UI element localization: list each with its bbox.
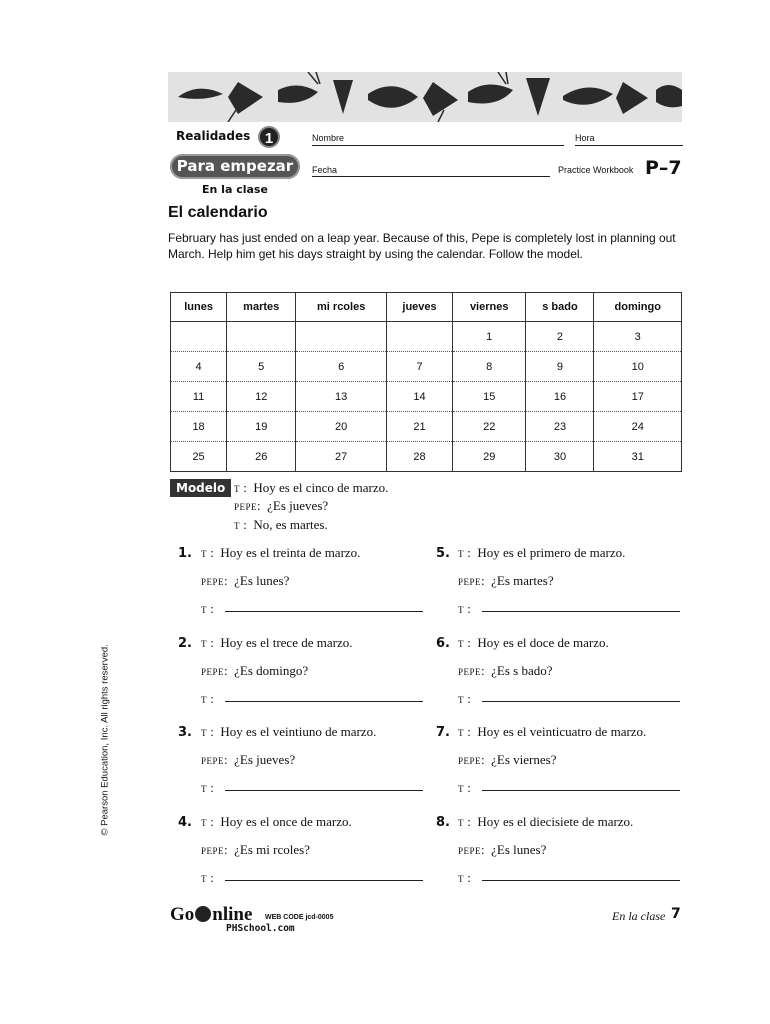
speaker-t: T bbox=[201, 818, 207, 828]
day-header: lunes bbox=[171, 293, 227, 322]
exercise-t-text: Hoy es el veinticuatro de marzo. bbox=[477, 724, 647, 739]
exercise-number: 4. bbox=[178, 815, 192, 830]
speaker-t: T bbox=[201, 728, 207, 738]
exercise-2 bbox=[178, 634, 192, 652]
day-header: domingo bbox=[594, 293, 682, 322]
workbook-code: P–7 bbox=[645, 157, 682, 179]
exercise-number: 3. bbox=[178, 725, 192, 740]
web-code: WEB CODE jcd-0005 bbox=[265, 914, 334, 921]
exercise-5 bbox=[436, 544, 450, 562]
day-header: martes bbox=[227, 293, 296, 322]
exercise-pepe-text: ¿Es mi rcoles? bbox=[234, 842, 310, 857]
calendar-day-cell: 6 bbox=[296, 352, 387, 382]
speaker-t: T bbox=[458, 818, 464, 828]
modelo-line-3: T : No, es martes. bbox=[234, 517, 328, 532]
speaker-t: T bbox=[458, 605, 464, 615]
nombre-label: Nombre bbox=[312, 133, 345, 143]
exercise-7 bbox=[436, 723, 450, 741]
exercise-8-answer-label: T : bbox=[458, 870, 471, 885]
exercise-7-pepe: PEPE: ¿Es viernes? bbox=[458, 752, 557, 767]
speaker-pepe: PEPE bbox=[201, 577, 225, 587]
exercise-2-answer-label: T : bbox=[201, 691, 214, 706]
exercise-3-answer-label: T : bbox=[201, 780, 214, 795]
globe-icon bbox=[195, 906, 211, 922]
calendar-day-cell: 17 bbox=[594, 382, 682, 412]
speaker-pepe: PEPE bbox=[458, 667, 482, 677]
answer-field-1[interactable] bbox=[225, 599, 423, 612]
exercise-3 bbox=[178, 723, 192, 741]
calendar-day-cell bbox=[171, 322, 227, 352]
speaker-pepe: PEPE bbox=[458, 756, 482, 766]
exercise-pepe-text: ¿Es lunes? bbox=[234, 573, 290, 588]
calendar-day-cell: 15 bbox=[452, 382, 525, 412]
calendar-day-cell bbox=[296, 322, 387, 352]
speaker-t: T bbox=[458, 728, 464, 738]
exercise-2-t: T : Hoy es el trece de marzo. bbox=[201, 635, 353, 650]
answer-field-4[interactable] bbox=[225, 868, 423, 881]
exercise-t-text: Hoy es el trece de marzo. bbox=[220, 635, 353, 650]
exercise-t-text: Hoy es el doce de marzo. bbox=[477, 635, 609, 650]
exercise-7-answer-label: T : bbox=[458, 780, 471, 795]
answer-field-8[interactable] bbox=[482, 868, 680, 881]
calendar-day-cell: 14 bbox=[387, 382, 453, 412]
speaker-t: T bbox=[458, 784, 464, 794]
calendar-day-cell: 29 bbox=[452, 442, 525, 472]
answer-field-6[interactable] bbox=[482, 689, 680, 702]
speaker-pepe: PEPE bbox=[201, 667, 225, 677]
exercise-8-pepe: PEPE: ¿Es lunes? bbox=[458, 842, 547, 857]
calendar-day-cell: 19 bbox=[227, 412, 296, 442]
exercise-6 bbox=[436, 634, 450, 652]
exercise-pepe-text: ¿Es domingo? bbox=[234, 663, 309, 678]
speaker-t: T bbox=[458, 874, 464, 884]
hora-label: Hora bbox=[575, 133, 595, 143]
calendar-week-row bbox=[171, 412, 682, 442]
exercise-4-answer-label: T : bbox=[201, 870, 214, 885]
speaker-t: T bbox=[458, 695, 464, 705]
exercise-5-answer-label: T : bbox=[458, 601, 471, 616]
calendar-day-cell: 10 bbox=[594, 352, 682, 382]
calendar-day-cell: 26 bbox=[227, 442, 296, 472]
day-header: viernes bbox=[452, 293, 525, 322]
fecha-field[interactable] bbox=[312, 176, 550, 177]
exercise-pepe-text: ¿Es viernes? bbox=[491, 752, 557, 767]
nombre-field[interactable] bbox=[312, 145, 564, 146]
exercise-2-pepe: PEPE: ¿Es domingo? bbox=[201, 663, 309, 678]
exercise-number: 2. bbox=[178, 636, 192, 651]
speaker-t: T bbox=[201, 639, 207, 649]
exercise-t-text: Hoy es el diecisiete de marzo. bbox=[477, 814, 634, 829]
calendar-day-cell: 31 bbox=[594, 442, 682, 472]
exercise-t-text: Hoy es el once de marzo. bbox=[220, 814, 352, 829]
go-online-text-b: nline bbox=[212, 904, 253, 925]
exercise-6-t: T : Hoy es el doce de marzo. bbox=[458, 635, 609, 650]
calendar-week-row bbox=[171, 322, 682, 352]
day-header: s bado bbox=[526, 293, 594, 322]
instructions: February has just ended on a leap year. Because of this, Pepe is completely lost in planning out March. Help him get his days straight by using the calendar. Follow the model. bbox=[168, 231, 676, 261]
section-subtitle: En la clase bbox=[202, 183, 268, 196]
exercise-1-answer-label: T : bbox=[201, 601, 214, 616]
calendar-day-cell: 30 bbox=[526, 442, 594, 472]
phschool-link[interactable]: PHSchool.com bbox=[226, 923, 295, 934]
speaker-t: T bbox=[234, 484, 240, 494]
speaker-t: T bbox=[234, 521, 240, 531]
calendar-day-cell: 1 bbox=[452, 322, 525, 352]
exercise-t-text: Hoy es el veintiuno de marzo. bbox=[220, 724, 377, 739]
exercise-5-t: T : Hoy es el primero de marzo. bbox=[458, 545, 626, 560]
calendar-day-cell: 22 bbox=[452, 412, 525, 442]
speaker-pepe: PEPE bbox=[201, 756, 225, 766]
calendar-day-cell: 5 bbox=[227, 352, 296, 382]
modelo-line-2: PEPE: ¿Es jueves? bbox=[234, 498, 329, 513]
chapter-pill: Para empezar bbox=[170, 154, 300, 179]
modelo-line-1: T : Hoy es el cinco de marzo. bbox=[234, 480, 389, 495]
calendar-day-cell: 18 bbox=[171, 412, 227, 442]
exercise-6-pepe: PEPE: ¿Es s bado? bbox=[458, 663, 553, 678]
exercise-3-t: T : Hoy es el veintiuno de marzo. bbox=[201, 724, 377, 739]
calendar-day-cell: 28 bbox=[387, 442, 453, 472]
exercise-t-text: Hoy es el treinta de marzo. bbox=[220, 545, 361, 560]
calendar-day-cell: 11 bbox=[171, 382, 227, 412]
exercise-1-t: T : Hoy es el treinta de marzo. bbox=[201, 545, 361, 560]
calendar-day-cell bbox=[227, 322, 296, 352]
day-header: jueves bbox=[387, 293, 453, 322]
exercise-4-t: T : Hoy es el once de marzo. bbox=[201, 814, 352, 829]
calendar-day-cell: 7 bbox=[387, 352, 453, 382]
exercise-number: 5. bbox=[436, 546, 450, 561]
speaker-pepe: PEPE bbox=[234, 502, 258, 512]
modelo-tag: Modelo bbox=[170, 479, 231, 497]
calendar-day-cell: 24 bbox=[594, 412, 682, 442]
exercise-7-t: T : Hoy es el veinticuatro de marzo. bbox=[458, 724, 647, 739]
speaker-t: T bbox=[458, 639, 464, 649]
day-header: mi rcoles bbox=[296, 293, 387, 322]
march-calendar bbox=[170, 292, 682, 472]
calendar-day-cell: 25 bbox=[171, 442, 227, 472]
exercise-number: 7. bbox=[436, 725, 450, 740]
answer-field-2[interactable] bbox=[225, 689, 423, 702]
exercise-number: 1. bbox=[178, 546, 192, 561]
modelo-text-3: No, es martes. bbox=[253, 517, 328, 532]
workbook-label: Practice Workbook bbox=[558, 165, 634, 175]
calendar-day-cell: 8 bbox=[452, 352, 525, 382]
calendar-week-row bbox=[171, 442, 682, 472]
go-online-text-a: Go bbox=[170, 904, 195, 925]
calendar-day-cell: 16 bbox=[526, 382, 594, 412]
speaker-pepe: PEPE bbox=[458, 577, 482, 587]
decorative-banner bbox=[168, 72, 682, 122]
exercise-pepe-text: ¿Es martes? bbox=[491, 573, 554, 588]
exercise-pepe-text: ¿Es jueves? bbox=[234, 752, 296, 767]
answer-field-7[interactable] bbox=[482, 778, 680, 791]
exercise-pepe-text: ¿Es lunes? bbox=[491, 842, 547, 857]
modelo-text-2: ¿Es jueves? bbox=[267, 498, 329, 513]
calendar-day-cell: 4 bbox=[171, 352, 227, 382]
exercise-3-pepe: PEPE: ¿Es jueves? bbox=[201, 752, 296, 767]
exercise-number: 8. bbox=[436, 815, 450, 830]
calendar-day-cell: 3 bbox=[594, 322, 682, 352]
speaker-t: T bbox=[201, 549, 207, 559]
level-badge: 1 bbox=[258, 126, 280, 148]
calendar-day-cell: 2 bbox=[526, 322, 594, 352]
speaker-pepe: PEPE bbox=[458, 846, 482, 856]
speaker-t: T bbox=[458, 549, 464, 559]
exercise-number: 6. bbox=[436, 636, 450, 651]
exercise-6-answer-label: T : bbox=[458, 691, 471, 706]
exercise-4 bbox=[178, 813, 192, 831]
exercise-8-t: T : Hoy es el diecisiete de marzo. bbox=[458, 814, 634, 829]
realidades-label: Realidades bbox=[176, 129, 251, 143]
exercise-t-text: Hoy es el primero de marzo. bbox=[477, 545, 626, 560]
hora-field[interactable] bbox=[575, 145, 683, 146]
fecha-label: Fecha bbox=[312, 165, 338, 175]
exercise-5-pepe: PEPE: ¿Es martes? bbox=[458, 573, 554, 588]
calendar-header-row bbox=[171, 293, 682, 322]
calendar-week-row bbox=[171, 352, 682, 382]
exercise-8 bbox=[436, 813, 450, 831]
calendar-day-cell: 27 bbox=[296, 442, 387, 472]
calendar-day-cell bbox=[387, 322, 453, 352]
copyright-notice: © Pearson Education, Inc. All rights reserved. bbox=[99, 644, 111, 836]
speaker-t: T bbox=[201, 874, 207, 884]
page-number: 7 bbox=[671, 906, 681, 922]
answer-field-3[interactable] bbox=[225, 778, 423, 791]
speaker-pepe: PEPE bbox=[201, 846, 225, 856]
calendar-day-cell: 13 bbox=[296, 382, 387, 412]
speaker-t: T bbox=[201, 784, 207, 794]
exercise-1 bbox=[178, 544, 192, 562]
calendar-day-cell: 12 bbox=[227, 382, 296, 412]
speaker-t: T bbox=[201, 605, 207, 615]
modelo-text-1: Hoy es el cinco de marzo. bbox=[253, 480, 389, 495]
exercise-1-pepe: PEPE: ¿Es lunes? bbox=[201, 573, 290, 588]
footer-section: En la clase bbox=[612, 909, 666, 923]
exercise-4-pepe: PEPE: ¿Es mi rcoles? bbox=[201, 842, 310, 857]
exercise-pepe-text: ¿Es s bado? bbox=[491, 663, 553, 678]
calendar-day-cell: 20 bbox=[296, 412, 387, 442]
speaker-t: T bbox=[201, 695, 207, 705]
answer-field-5[interactable] bbox=[482, 599, 680, 612]
page-title: El calendario bbox=[168, 204, 268, 221]
calendar-day-cell: 9 bbox=[526, 352, 594, 382]
calendar-week-row bbox=[171, 382, 682, 412]
calendar-day-cell: 23 bbox=[526, 412, 594, 442]
calendar-day-cell: 21 bbox=[387, 412, 453, 442]
